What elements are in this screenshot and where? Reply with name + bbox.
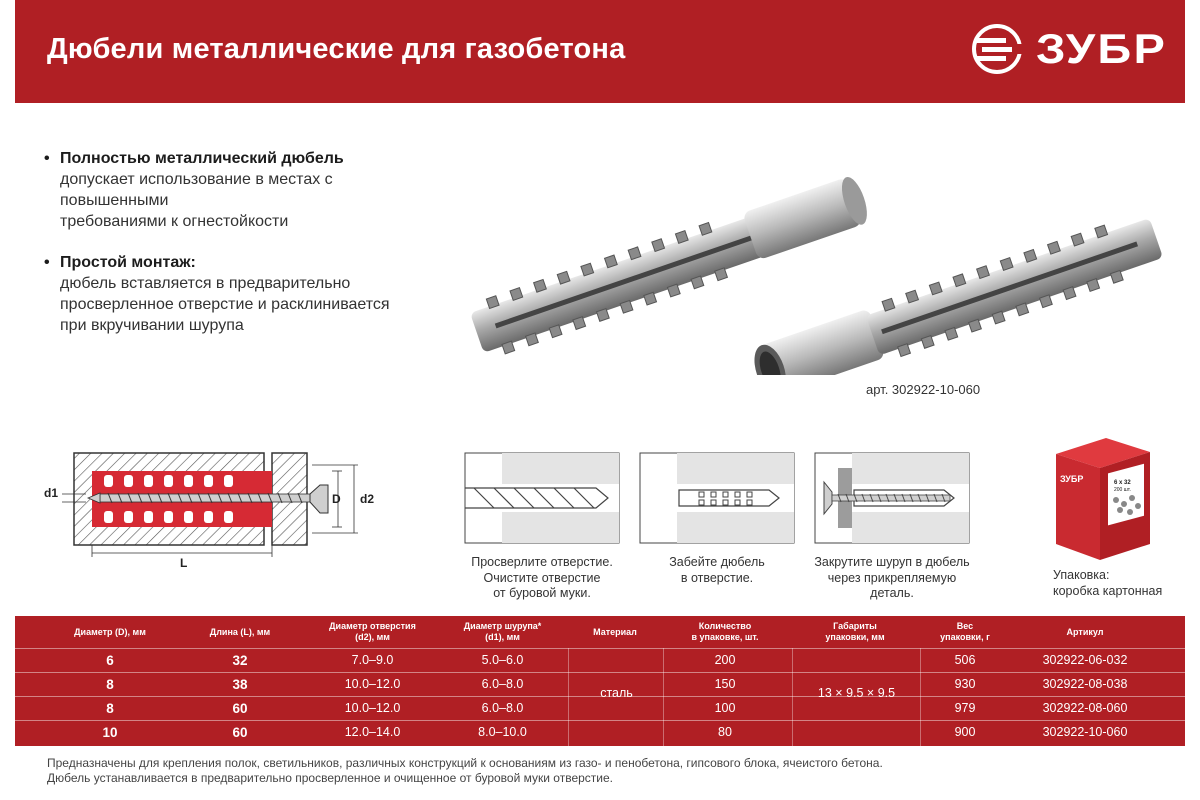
feature-line: допускает использование в местах с повышенными <box>60 171 333 209</box>
caption-line: от буровой муки. <box>493 586 591 600</box>
table-row <box>15 720 1185 743</box>
caption-line: деталь. <box>870 586 914 600</box>
column-header: Диаметр (D), мм <box>74 626 146 637</box>
spec-table <box>15 616 1185 746</box>
table-row <box>15 648 1185 671</box>
package-line: Упаковка: <box>1053 568 1110 582</box>
product-photo <box>455 155 1165 375</box>
footnote-line: Дюбель устанавливается в предварительно просверленное и очищенное от буровой муки отверстие. <box>47 771 613 785</box>
feature-list <box>40 148 440 356</box>
feature-item <box>40 148 440 232</box>
page-title: Дюбели металлические для газобетона <box>47 33 626 65</box>
caption-line: Забейте дюбель <box>669 555 765 569</box>
install-step-screw <box>814 452 970 544</box>
cell-length: 60 <box>232 725 248 740</box>
caption-line: в отверстие. <box>680 570 754 585</box>
step-caption <box>814 555 970 602</box>
install-step-drill <box>464 452 620 544</box>
screw-step-icon <box>814 452 970 544</box>
box-qty: 200 шт. <box>1114 487 1131 493</box>
cell-qty: 200 <box>714 653 736 667</box>
column-header: Длина (L), мм <box>209 626 271 637</box>
cell-sku: 302922-10-060 <box>1042 725 1128 739</box>
brand-wordmark: ЗУБР <box>1035 25 1168 72</box>
box-size: 6 x 32 <box>1114 480 1131 486</box>
cell-hole: 10.0–12.0 <box>344 701 401 715</box>
brand-logo <box>972 24 1168 74</box>
product-article: арт. 302922-10-060 <box>866 382 981 397</box>
cell-length: 38 <box>232 677 248 692</box>
feature-title: • Простой монтаж: <box>40 252 440 273</box>
column-header: Габариты упаковки, мм <box>825 621 885 642</box>
footnote <box>47 756 883 786</box>
cell-weight: 506 <box>954 653 976 667</box>
cell-weight: 900 <box>954 725 976 739</box>
caption-line: Закрутите шуруп в дюбель <box>814 555 970 569</box>
dowel-schema-diagram <box>42 445 382 580</box>
step-caption <box>639 555 795 586</box>
column-header: Артикул <box>1066 626 1104 637</box>
step-caption <box>464 555 620 602</box>
package-label <box>1053 568 1162 599</box>
column-header: Количество в упаковке, шт. <box>691 621 759 642</box>
brand-mark-icon <box>972 24 1030 74</box>
cell-hole: 10.0–12.0 <box>344 677 401 691</box>
cell-sku: 302922-08-060 <box>1042 701 1128 715</box>
caption-line: Очистите отверстие <box>483 570 601 585</box>
footnote-line: Предназначены для крепления полок, светильников, различных конструкций к основаниям из газо- и пенобетона, гипсового блока, ячеистого бетона. <box>47 756 883 770</box>
feature-title: • Полностью металлический дюбель <box>40 148 440 169</box>
cell-weight: 979 <box>954 701 976 715</box>
feature-line: просверленное отверстие и расклинивается <box>60 296 390 313</box>
caption-line: через прикрепляемую <box>827 570 957 585</box>
cell-qty: 80 <box>718 725 732 739</box>
cell-qty: 150 <box>714 677 736 691</box>
cell-hole: 12.0–14.0 <box>344 725 401 739</box>
cell-material: сталь <box>600 686 633 700</box>
cell-screw: 6.0–8.0 <box>481 701 524 715</box>
cell-sku: 302922-06-032 <box>1042 653 1128 667</box>
insert-step-icon <box>639 452 795 544</box>
install-step-insert <box>639 452 795 544</box>
column-header: Диаметр шурупа* (d1), мм <box>463 621 542 642</box>
feature-line: требованиями к огнестойкости <box>60 213 289 230</box>
label-d: D <box>332 492 341 506</box>
label-d2: d2 <box>360 492 375 506</box>
feature-item <box>40 252 440 336</box>
column-header: Материал <box>593 626 637 637</box>
feature-line: дюбель вставляется в предварительно <box>60 275 351 292</box>
column-header: Вес упаковки, г <box>940 621 990 642</box>
package-box-image <box>1046 432 1156 564</box>
column-header: Диаметр отверстия (d2), мм <box>329 621 416 642</box>
package-line: коробка картонная <box>1053 583 1163 598</box>
cell-diameter: 8 <box>106 677 114 692</box>
label-d1: d1 <box>44 486 59 500</box>
table-header <box>15 616 1185 648</box>
drill-step-icon <box>464 452 620 544</box>
box-brand: ЗУБР <box>1060 474 1084 484</box>
header-banner <box>15 0 1185 103</box>
cell-length: 32 <box>232 653 248 668</box>
cell-weight: 930 <box>954 677 976 691</box>
cell-qty: 100 <box>714 701 736 715</box>
cell-hole: 7.0–9.0 <box>351 653 394 667</box>
cell-screw: 6.0–8.0 <box>481 677 524 691</box>
cell-diameter: 10 <box>102 725 118 740</box>
cell-screw: 5.0–6.0 <box>481 653 524 667</box>
caption-line: Просверлите отверстие. <box>471 555 613 569</box>
cell-length: 60 <box>232 701 248 716</box>
feature-line: при вкручивании шурупа <box>60 317 244 334</box>
cell-dimensions: 13 × 9.5 × 9.5 <box>817 686 896 700</box>
cell-screw: 8.0–10.0 <box>478 725 527 739</box>
label-l: L <box>180 556 188 570</box>
cell-diameter: 8 <box>106 701 114 716</box>
cell-diameter: 6 <box>106 653 114 668</box>
cell-sku: 302922-08-038 <box>1042 677 1128 691</box>
